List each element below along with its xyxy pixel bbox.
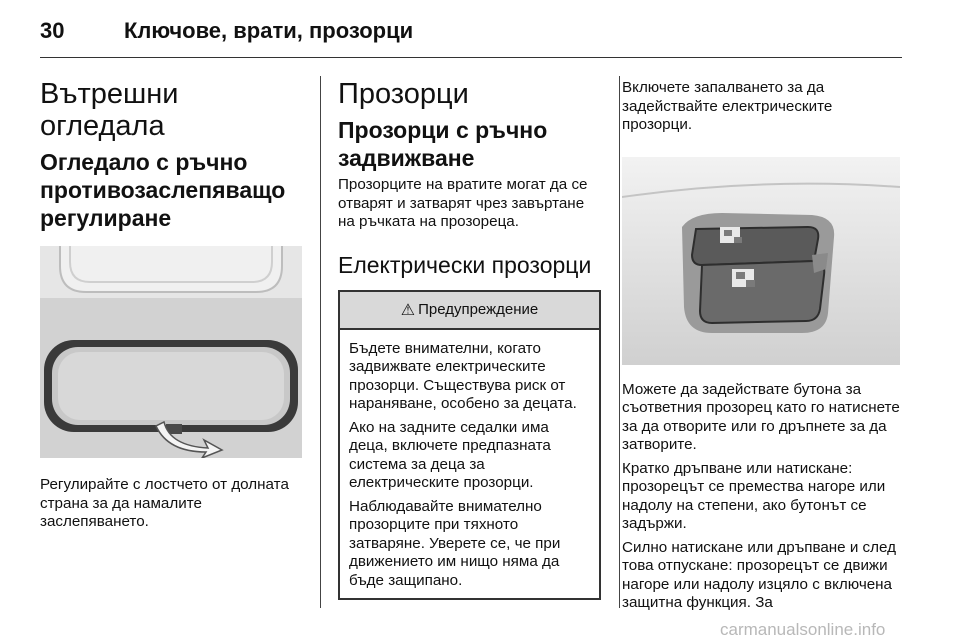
column-divider <box>320 76 321 608</box>
warning-paragraph: Бъдете внимателни, когато задвижвате електрическите прозорци. Съществува риск от нараняване, особено за децата. <box>349 339 577 412</box>
section-title: Вътрешни огледала <box>40 78 179 142</box>
warning-title: Предупреждение <box>418 301 539 318</box>
running-title: Ключове, врати, прозорци <box>124 18 414 43</box>
warning-triangle-icon: ⚠ <box>400 301 416 319</box>
warning-paragraph: Ако на задните седалки има деца, включете предпазната система за деца за електрическите прозорци. <box>349 418 551 491</box>
subsection-title: Прозорци с ръчно задвижване <box>338 117 548 171</box>
warning-paragraph: Наблюдавайте внимателно прозорците при тяхното затваряне. Уверете се, че при движението им нищо няма да бъде защипано. <box>349 497 561 589</box>
subsection-title: Огледало с ръчно противозаслепяващо регулиране <box>40 149 286 231</box>
ignition-text: Включете запалването за да задействайте електрическите прозорци. <box>622 79 833 133</box>
section-title: Прозорци <box>338 78 469 110</box>
subsubsection-title: Електрически прозорци <box>338 251 592 278</box>
mirror-caption: Регулирайте с лостчето от долната страна за да намалите заслепяването. <box>40 476 289 530</box>
warning-header <box>340 292 599 330</box>
warning-body <box>340 330 599 599</box>
column-divider <box>619 76 620 608</box>
header-rule <box>40 57 902 58</box>
warning-box <box>338 290 601 601</box>
page-header <box>40 12 920 60</box>
window-paragraph: Можете да задействате бутона за съответния прозорец като го натиснете за да отворите или го дръпнете за да затворите. <box>622 380 900 453</box>
rear-view-mirror-illustration <box>40 246 302 458</box>
window-paragraph: Силно натискане или дръпване и след това отпускане: прозорецът се движи нагоре или надолу изцяло с включена защитна функция. За <box>622 538 896 611</box>
manual-windows-text: Прозорците на вратите могат да се отварят и затварят чрез завъртане на ръчката на прозореца. <box>338 176 588 230</box>
column-2 <box>338 62 604 600</box>
column-3 <box>622 62 904 613</box>
column-1 <box>40 62 304 532</box>
watermark: carmanualsonline.info <box>720 620 886 639</box>
window-switch-illustration <box>622 157 900 365</box>
window-paragraph: Кратко дръпване или натискане: прозорецът се премества нагоре или надолу на степени, ако бутонът се задържи. <box>622 459 886 532</box>
page-number: 30 <box>40 18 65 43</box>
